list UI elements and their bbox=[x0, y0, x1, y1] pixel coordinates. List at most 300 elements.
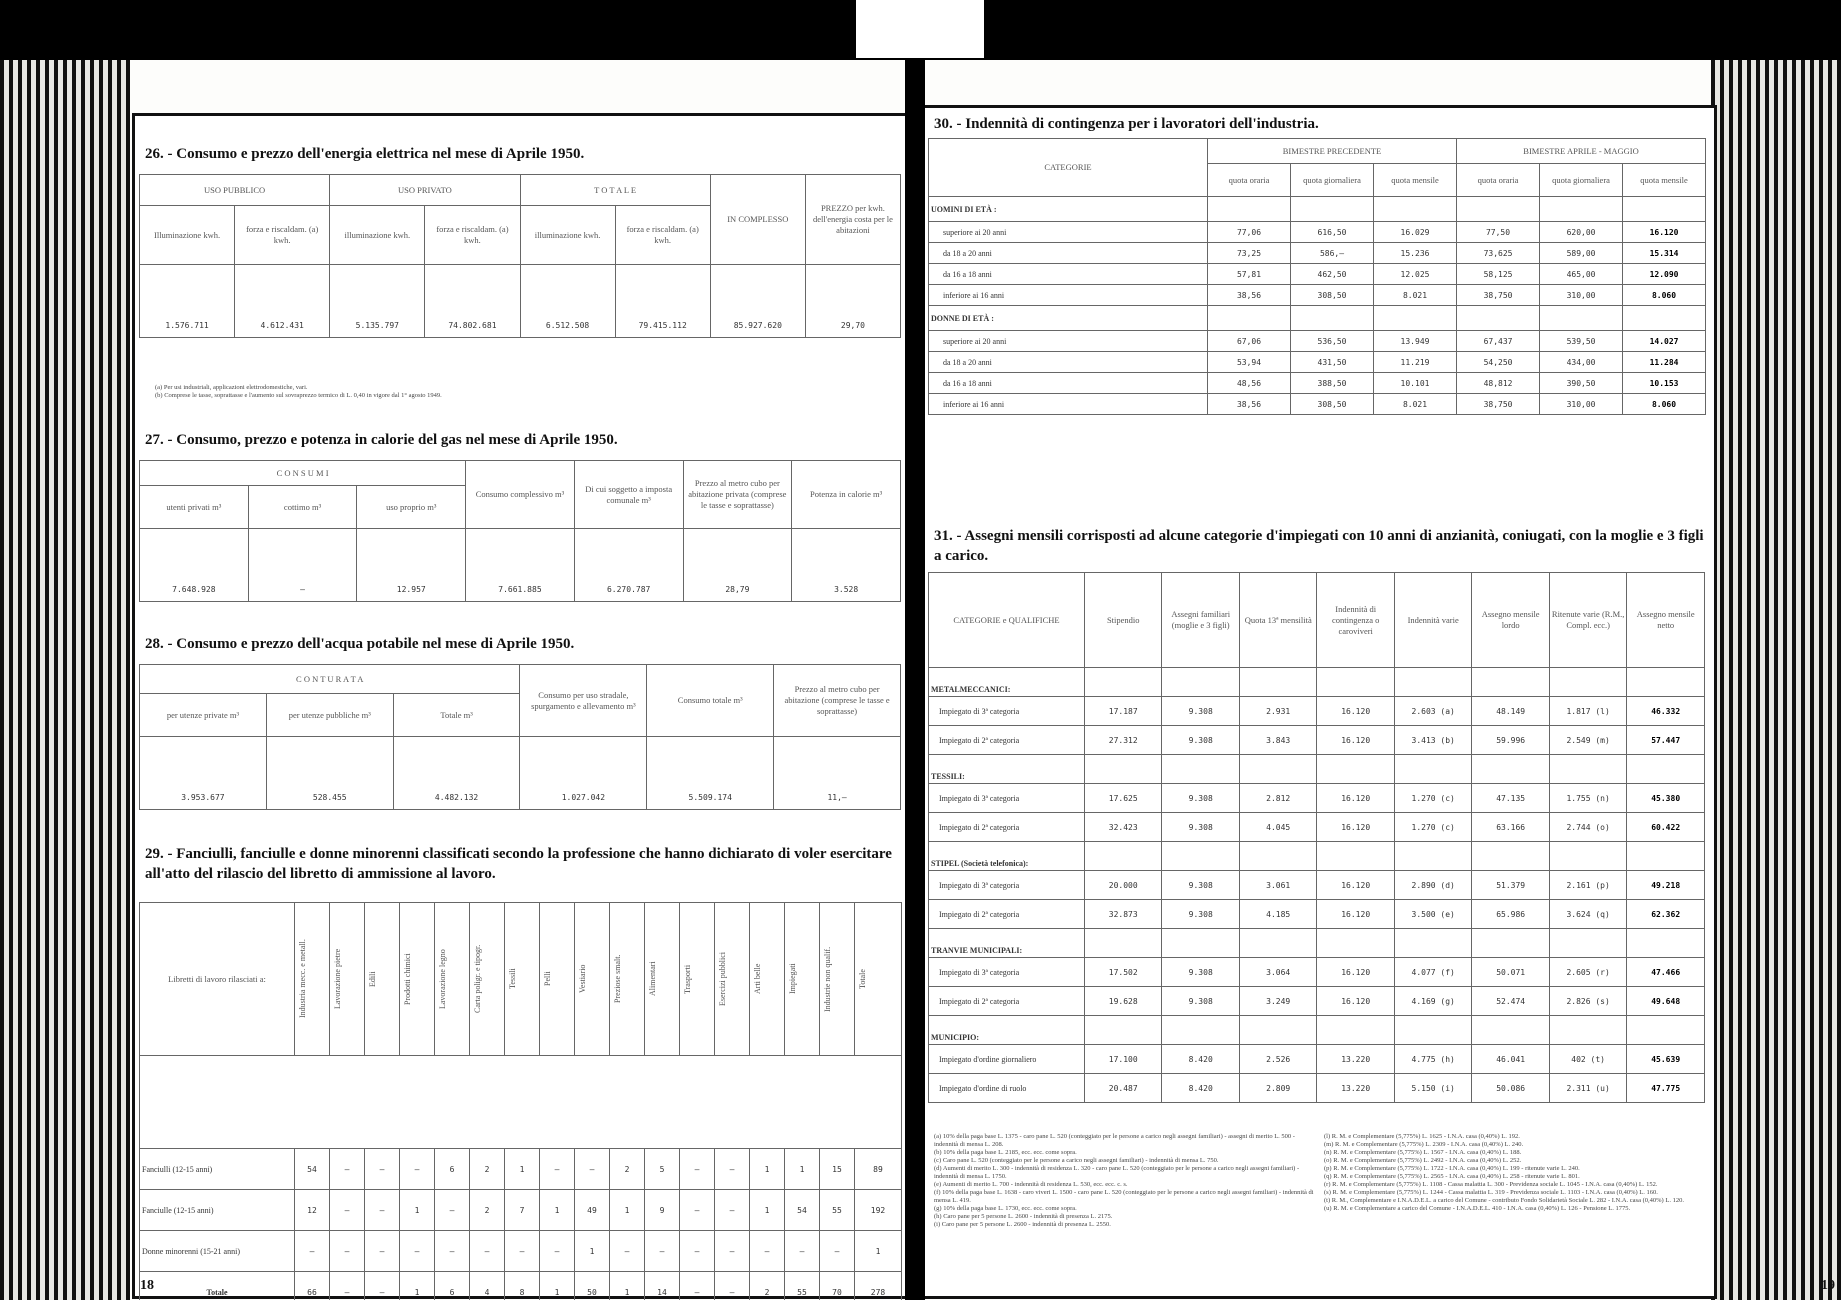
table-29 bbox=[139, 902, 902, 1300]
value-cell: 4.612.431 bbox=[235, 265, 330, 338]
data-cell: 15.314 bbox=[1623, 243, 1706, 264]
note: (a) Per usi industriali, applicazioni elettrodomestiche, vari. bbox=[155, 384, 308, 391]
data-cell: 539,50 bbox=[1540, 331, 1623, 352]
data-cell: 3.413 (b) bbox=[1394, 726, 1471, 755]
value-cell: 11,— bbox=[774, 737, 901, 810]
empty-cell bbox=[1208, 197, 1291, 222]
data-cell: 4 bbox=[470, 1272, 505, 1300]
data-cell: 1 bbox=[505, 1149, 540, 1190]
note: (c) Caro pane L. 520 (conteggiato per le persone a carico negli assegni familiari) - indennità di mensa L. 750. bbox=[934, 1157, 1219, 1164]
value-cell: 3.953.677 bbox=[140, 737, 267, 810]
data-cell: 1.270 (c) bbox=[1394, 813, 1471, 842]
right-page bbox=[925, 60, 1841, 1300]
empty-cell bbox=[1085, 668, 1162, 697]
note: (s) R. M. e Complementare (5,775%) L. 1244 - Cassa malattia L. 319 - Previdenza sociale L. 1103 - I.N.A. casa (0,40%) L. 160. bbox=[1324, 1189, 1658, 1196]
data-cell: — bbox=[785, 1231, 820, 1272]
col-header: Potenza in calorie m³ bbox=[792, 461, 901, 529]
data-cell: 38,56 bbox=[1208, 394, 1291, 415]
data-cell: 45.380 bbox=[1627, 784, 1705, 813]
data-cell: — bbox=[680, 1272, 715, 1300]
empty-cell bbox=[1549, 929, 1626, 958]
table-row bbox=[929, 813, 1705, 842]
value-cell: 6.270.787 bbox=[574, 529, 683, 602]
empty-cell bbox=[1291, 306, 1374, 331]
data-cell: 9.308 bbox=[1162, 900, 1239, 929]
note: (h) Caro pane per 5 persone L. 2600 - indennità di presenza L. 2175. bbox=[934, 1213, 1113, 1220]
table-31-title: 31. - Assegni mensili corrisposti ad alcune categorie d'impiegati con 10 anni di anzianità, coniugati, con la moglie e 3 figli a carico. bbox=[934, 528, 1704, 564]
note: (n) R. M. e Complementare (5,775%) L. 1567 - I.N.A. casa (0,40%) L. 188. bbox=[1324, 1149, 1522, 1156]
header-consumi: C O N S U M I bbox=[140, 461, 466, 486]
data-cell: 47.466 bbox=[1627, 958, 1705, 987]
col-header-label: Vestiario bbox=[578, 964, 587, 994]
empty-cell bbox=[1457, 197, 1540, 222]
data-cell: 1 bbox=[540, 1272, 575, 1300]
data-cell: 54 bbox=[785, 1190, 820, 1231]
data-cell: 49 bbox=[575, 1190, 610, 1231]
table-row bbox=[929, 697, 1705, 726]
col-header-label: Lavorazione pietre bbox=[333, 948, 342, 1010]
table-row bbox=[929, 352, 1706, 373]
empty-cell bbox=[1627, 668, 1705, 697]
col-header: quota oraria bbox=[1208, 164, 1291, 197]
data-cell: 8.420 bbox=[1162, 1074, 1239, 1103]
data-cell: 4.077 (f) bbox=[1394, 958, 1471, 987]
data-cell: 59.996 bbox=[1472, 726, 1549, 755]
data-cell: 17.625 bbox=[1085, 784, 1162, 813]
group-row bbox=[929, 842, 1705, 871]
page-edges bbox=[1711, 60, 1841, 1300]
value-cell: 79.415.112 bbox=[615, 265, 710, 338]
row-label: superiore ai 20 anni bbox=[929, 222, 1208, 243]
data-cell: 4.045 bbox=[1239, 813, 1316, 842]
spacer-cell bbox=[140, 1056, 902, 1149]
col-header-label: Pelli bbox=[543, 971, 552, 987]
data-cell: — bbox=[365, 1190, 400, 1231]
data-cell: 9.308 bbox=[1162, 813, 1239, 842]
data-cell: 62.362 bbox=[1627, 900, 1705, 929]
data-cell: 2 bbox=[470, 1190, 505, 1231]
data-cell: 27.312 bbox=[1085, 726, 1162, 755]
group-row bbox=[929, 668, 1705, 697]
empty-cell bbox=[1623, 306, 1706, 331]
data-cell: 310,00 bbox=[1540, 394, 1623, 415]
data-cell: 9.308 bbox=[1162, 726, 1239, 755]
data-cell: 2 bbox=[610, 1149, 645, 1190]
data-cell: 47.775 bbox=[1627, 1074, 1705, 1103]
data-cell: 57,81 bbox=[1208, 264, 1291, 285]
data-cell: 310,00 bbox=[1540, 285, 1623, 306]
page-number-right: 19 bbox=[1821, 1278, 1835, 1293]
value-cell: 528.455 bbox=[266, 737, 393, 810]
data-cell: 620,00 bbox=[1540, 222, 1623, 243]
table-row bbox=[929, 394, 1706, 415]
data-cell: 65.986 bbox=[1472, 900, 1549, 929]
row-label: Impiegato di 2ª categoria bbox=[929, 726, 1085, 755]
data-cell: 17.100 bbox=[1085, 1045, 1162, 1074]
col-header: Prezzo al metro cubo per abitazione (comprese le tasse e soprattasse) bbox=[774, 665, 901, 737]
col-header: quota giornaliera bbox=[1291, 164, 1374, 197]
row-label: Fanciulli (12-15 anni) bbox=[140, 1149, 295, 1190]
col-header: Totale m³ bbox=[393, 694, 520, 737]
table-row bbox=[929, 784, 1705, 813]
data-cell: 1 bbox=[610, 1272, 645, 1300]
data-cell: 2.931 bbox=[1239, 697, 1316, 726]
top-tab bbox=[856, 0, 984, 58]
data-cell: 53,94 bbox=[1208, 352, 1291, 373]
data-cell: 1 bbox=[785, 1149, 820, 1190]
header-totale: T O T A L E bbox=[520, 175, 710, 206]
header-uso-pubblico: USO PUBBLICO bbox=[140, 175, 330, 206]
data-cell: 49.648 bbox=[1627, 987, 1705, 1016]
empty-cell bbox=[1472, 842, 1549, 871]
col-header bbox=[435, 903, 470, 1056]
data-cell: 48,56 bbox=[1208, 373, 1291, 394]
data-cell: 16.120 bbox=[1317, 726, 1394, 755]
empty-cell bbox=[1394, 668, 1471, 697]
row-label: Impiegato di 2ª categoria bbox=[929, 987, 1085, 1016]
row-label: Impiegato di 3ª categoria bbox=[929, 784, 1085, 813]
col-header-label: Trasporti bbox=[683, 964, 692, 994]
data-cell: — bbox=[330, 1190, 365, 1231]
data-cell: — bbox=[365, 1149, 400, 1190]
data-cell: 3.064 bbox=[1239, 958, 1316, 987]
table-row bbox=[929, 987, 1705, 1016]
table-row bbox=[140, 1190, 902, 1231]
col-header bbox=[785, 903, 820, 1056]
row-label: Impiegato di 3ª categoria bbox=[929, 697, 1085, 726]
data-cell: 16.120 bbox=[1317, 784, 1394, 813]
note: (d) Aumenti di merito L. 300 - indennità di residenza L. 320 - caro pane L. 520 (conteggiato per le persone a carico negli assegni familiari) - indennità di mensa L. 1750. bbox=[934, 1165, 1300, 1180]
data-cell: 20.487 bbox=[1085, 1074, 1162, 1103]
row-label: Impiegato d'ordine giornaliero bbox=[929, 1045, 1085, 1074]
data-cell: 1 bbox=[750, 1190, 785, 1231]
data-cell: 8 bbox=[505, 1272, 540, 1300]
empty-cell bbox=[1162, 668, 1239, 697]
note: (g) 10% della paga base L. 1730, ecc. ecc. come sopra. bbox=[934, 1205, 1077, 1212]
value-cell: 3.528 bbox=[792, 529, 901, 602]
empty-cell bbox=[1627, 755, 1705, 784]
empty-cell bbox=[1623, 197, 1706, 222]
data-cell: 15 bbox=[820, 1149, 855, 1190]
data-cell: 2.311 (u) bbox=[1549, 1074, 1626, 1103]
data-cell: 50.071 bbox=[1472, 958, 1549, 987]
col-header-label: Preziose smalt. bbox=[613, 954, 622, 1004]
data-cell: 16.120 bbox=[1623, 222, 1706, 243]
data-cell: 536,50 bbox=[1291, 331, 1374, 352]
data-cell: 89 bbox=[855, 1149, 902, 1190]
note: (o) R. M. e Complementare (5,775%) L. 2492 - I.N.A. casa (0,40%) L. 252. bbox=[1324, 1157, 1522, 1164]
data-cell: 8.060 bbox=[1623, 394, 1706, 415]
col-header bbox=[750, 903, 785, 1056]
data-cell: — bbox=[365, 1231, 400, 1272]
page-edges bbox=[0, 60, 130, 1300]
col-header-label: Industrie non qualif. bbox=[823, 946, 832, 1012]
table-31-notes-left bbox=[934, 1133, 1319, 1229]
col-header: illuminazione kwh. bbox=[330, 206, 425, 265]
group-row bbox=[929, 306, 1706, 331]
data-cell: — bbox=[330, 1272, 365, 1300]
data-cell: 58,125 bbox=[1457, 264, 1540, 285]
col-header bbox=[400, 903, 435, 1056]
col-header: Assegno mensile lordo bbox=[1472, 573, 1549, 668]
data-cell: 11.284 bbox=[1623, 352, 1706, 373]
data-cell: 45.639 bbox=[1627, 1045, 1705, 1074]
data-cell: 57.447 bbox=[1627, 726, 1705, 755]
col-header-label: Edili bbox=[368, 971, 377, 987]
data-cell: 6 bbox=[435, 1149, 470, 1190]
data-cell: 3.249 bbox=[1239, 987, 1316, 1016]
col-header: cottimo m³ bbox=[248, 486, 357, 529]
data-cell: 16.120 bbox=[1317, 958, 1394, 987]
group-row bbox=[929, 929, 1705, 958]
table-row bbox=[929, 331, 1706, 352]
data-cell: 38,750 bbox=[1457, 285, 1540, 306]
col-header: Quota 13ª mensilità bbox=[1239, 573, 1316, 668]
note: (f) 10% della paga base L. 1638 - caro viveri L. 1500 - caro pane L. 520 (conteggiato per le persone a carico negli assegni familiari) - indennità di mensa L. 419. bbox=[934, 1189, 1314, 1204]
data-cell: 7 bbox=[505, 1190, 540, 1231]
data-cell: 9.308 bbox=[1162, 697, 1239, 726]
header-categorie: CATEGORIE bbox=[929, 139, 1208, 197]
data-cell: 1 bbox=[400, 1190, 435, 1231]
data-cell: — bbox=[680, 1149, 715, 1190]
note: (m) R. M. e Complementare (5,775%) L. 2309 - I.N.A. casa (0,40%) L. 240. bbox=[1324, 1141, 1524, 1148]
data-cell: 12.090 bbox=[1623, 264, 1706, 285]
col-header bbox=[645, 903, 680, 1056]
empty-cell bbox=[1374, 197, 1457, 222]
col-header: Assegni familiari (moglie e 3 figli) bbox=[1162, 573, 1239, 668]
data-cell: 63.166 bbox=[1472, 813, 1549, 842]
col-header-label: Prodotti chimici bbox=[403, 953, 412, 1005]
header-prezzo: PREZZO per kwh. dell'energia costa per le abitazioni bbox=[805, 175, 900, 265]
data-cell: 388,50 bbox=[1291, 373, 1374, 394]
col-header: per utenze pubbliche m³ bbox=[266, 694, 393, 737]
note: (r) R. M. e Complementare (5,775%) L. 1108 - Cassa malattia L. 300 - Previdenza sociale L. 1045 - I.N.A. casa (0,40%) L. 152. bbox=[1324, 1181, 1658, 1188]
value-cell: 7.648.928 bbox=[140, 529, 249, 602]
data-cell: 38,56 bbox=[1208, 285, 1291, 306]
data-cell: 2 bbox=[470, 1149, 505, 1190]
col-header bbox=[680, 903, 715, 1056]
data-cell: 1 bbox=[540, 1190, 575, 1231]
data-cell: 17.502 bbox=[1085, 958, 1162, 987]
data-cell: 16.120 bbox=[1317, 871, 1394, 900]
data-cell: 8.060 bbox=[1623, 285, 1706, 306]
value-cell: — bbox=[248, 529, 357, 602]
data-cell: 1.817 (l) bbox=[1549, 697, 1626, 726]
row-header: Libretti di lavoro rilasciati a: bbox=[140, 903, 295, 1056]
table-row bbox=[929, 264, 1706, 285]
empty-cell bbox=[1540, 306, 1623, 331]
data-cell: 4.169 (g) bbox=[1394, 987, 1471, 1016]
empty-cell bbox=[1291, 197, 1374, 222]
table-row bbox=[929, 243, 1706, 264]
empty-cell bbox=[1549, 755, 1626, 784]
data-cell: 1 bbox=[610, 1190, 645, 1231]
col-header: quota giornaliera bbox=[1540, 164, 1623, 197]
row-label: inferiore ai 16 anni bbox=[929, 394, 1208, 415]
data-cell: 54,250 bbox=[1457, 352, 1540, 373]
row-label: da 18 a 20 anni bbox=[929, 243, 1208, 264]
data-cell: 6 bbox=[435, 1272, 470, 1300]
empty-cell bbox=[1085, 929, 1162, 958]
data-cell: 9.308 bbox=[1162, 871, 1239, 900]
data-cell: 402 (t) bbox=[1549, 1045, 1626, 1074]
col-header: Illuminazione kwh. bbox=[140, 206, 235, 265]
col-header: quota mensile bbox=[1623, 164, 1706, 197]
data-cell: — bbox=[540, 1231, 575, 1272]
data-cell: — bbox=[610, 1231, 645, 1272]
group-label: UOMINI DI ETÀ : bbox=[929, 197, 1208, 222]
col-header-label: Arti belle bbox=[753, 963, 762, 995]
row-label: Fanciulle (12-15 anni) bbox=[140, 1190, 295, 1231]
data-cell: — bbox=[715, 1190, 750, 1231]
data-cell: 70 bbox=[820, 1272, 855, 1300]
data-cell: 49.218 bbox=[1627, 871, 1705, 900]
col-header: forza e riscaldam. (a) kwh. bbox=[235, 206, 330, 265]
table-row bbox=[929, 958, 1705, 987]
empty-cell bbox=[1627, 842, 1705, 871]
data-cell: 9.308 bbox=[1162, 784, 1239, 813]
empty-cell bbox=[1394, 1016, 1471, 1045]
header-period: BIMESTRE APRILE - MAGGIO bbox=[1457, 139, 1706, 164]
value-cell: 6.512.508 bbox=[520, 265, 615, 338]
empty-cell bbox=[1540, 197, 1623, 222]
data-cell: 16.120 bbox=[1317, 697, 1394, 726]
empty-cell bbox=[1239, 755, 1316, 784]
data-cell: 50.086 bbox=[1472, 1074, 1549, 1103]
col-header: quota oraria bbox=[1457, 164, 1540, 197]
data-cell: 308,50 bbox=[1291, 285, 1374, 306]
data-cell: — bbox=[820, 1231, 855, 1272]
data-cell: 47.135 bbox=[1472, 784, 1549, 813]
data-cell: 2.826 (s) bbox=[1549, 987, 1626, 1016]
data-cell: 60.422 bbox=[1627, 813, 1705, 842]
data-cell: 19.628 bbox=[1085, 987, 1162, 1016]
col-header: Prezzo al metro cubo per abitazione privata (comprese le tasse e soprattasse) bbox=[683, 461, 792, 529]
left-page bbox=[0, 60, 905, 1300]
empty-cell bbox=[1549, 842, 1626, 871]
col-header-label: Totale bbox=[858, 969, 867, 989]
data-cell: 3.500 (e) bbox=[1394, 900, 1471, 929]
value-cell: 5.509.174 bbox=[647, 737, 774, 810]
col-header: Consumo totale m³ bbox=[647, 665, 774, 737]
col-header bbox=[575, 903, 610, 1056]
note: (e) Aumenti di merito L. 700 - indennità di residenza L. 530, ecc. ecc. c. s. bbox=[934, 1181, 1128, 1188]
empty-cell bbox=[1457, 306, 1540, 331]
data-cell: — bbox=[680, 1231, 715, 1272]
table-27-title: 27. - Consumo, prezzo e potenza in calorie del gas nel mese di Aprile 1950. bbox=[145, 432, 618, 448]
empty-cell bbox=[1317, 755, 1394, 784]
col-header bbox=[330, 903, 365, 1056]
empty-cell bbox=[1085, 755, 1162, 784]
table-row bbox=[929, 373, 1706, 394]
col-header-label: Tessili bbox=[508, 968, 517, 990]
data-cell: 67,437 bbox=[1457, 331, 1540, 352]
header-conturata: C O N T U R A T A bbox=[140, 665, 520, 694]
col-header bbox=[540, 903, 575, 1056]
value-cell: 85.927.620 bbox=[710, 265, 805, 338]
header-uso-privato: USO PRIVATO bbox=[330, 175, 520, 206]
data-cell: — bbox=[750, 1231, 785, 1272]
note: (a) 10% della paga base L. 1375 - caro pane L. 520 (conteggiato per le persone a carico negli assegni familiari) - assegni di merito L. 500 - indennità di mensa L. 208. bbox=[934, 1133, 1295, 1148]
data-cell: 10.153 bbox=[1623, 373, 1706, 394]
empty-cell bbox=[1549, 668, 1626, 697]
data-cell: 2.809 bbox=[1239, 1074, 1316, 1103]
col-header bbox=[505, 903, 540, 1056]
col-header: Indennità di contingenza o caroviveri bbox=[1317, 573, 1394, 668]
col-header bbox=[365, 903, 400, 1056]
data-cell: 12.025 bbox=[1374, 264, 1457, 285]
table-row bbox=[140, 1149, 902, 1190]
empty-cell bbox=[1394, 842, 1471, 871]
data-cell: 55 bbox=[785, 1272, 820, 1300]
data-cell: 2 bbox=[750, 1272, 785, 1300]
col-header: Ritenute varie (R.M., Compl. ecc.) bbox=[1549, 573, 1626, 668]
value-cell: 74.802.681 bbox=[425, 265, 520, 338]
total-row bbox=[140, 1272, 902, 1300]
data-cell: 32.423 bbox=[1085, 813, 1162, 842]
table-26 bbox=[139, 174, 901, 338]
row-label: Impiegato d'ordine di ruolo bbox=[929, 1074, 1085, 1103]
empty-cell bbox=[1394, 755, 1471, 784]
row-label: Donne minorenni (15-21 anni) bbox=[140, 1231, 295, 1272]
data-cell: 465,00 bbox=[1540, 264, 1623, 285]
empty-cell bbox=[1317, 668, 1394, 697]
data-cell: 2.744 (o) bbox=[1549, 813, 1626, 842]
col-header-label: Lavorazione legno bbox=[438, 949, 447, 1009]
col-header: Consumo per uso stradale, spurgamento e allevamento m³ bbox=[520, 665, 647, 737]
data-cell: 73,625 bbox=[1457, 243, 1540, 264]
note: (q) R. M. e Complementare (5,775%) L. 2565 - I.N.A. casa (0,40%) L. 258 - ritenute varie L. 801. bbox=[1324, 1173, 1580, 1180]
empty-cell bbox=[1239, 668, 1316, 697]
data-cell: — bbox=[400, 1149, 435, 1190]
note: (u) R. M. e Complementare a carico del Comune - I.N.A.D.E.L. 410 - I.N.A. casa (0,40%) L. 126 - Pensione L. 1775. bbox=[1324, 1205, 1631, 1212]
data-cell: 192 bbox=[855, 1190, 902, 1231]
note: (b) 10% della paga base L. 2185, ecc. ecc. come sopra. bbox=[934, 1149, 1077, 1156]
group-row bbox=[929, 755, 1705, 784]
table-29-title: 29. - Fanciulli, fanciulle e donne minorenni classificati secondo la professione che hanno dichiarato di voler esercitare all'atto del rilascio del libretto di ammissione al lavoro. bbox=[145, 846, 892, 882]
data-cell: 278 bbox=[855, 1272, 902, 1300]
row-label: superiore ai 20 anni bbox=[929, 331, 1208, 352]
note: (p) R. M. e Complementare (5,775%) L. 1722 - I.N.A. casa (0,40%) L. 199 - ritenute varie L. 240. bbox=[1324, 1165, 1580, 1172]
data-cell: 13.949 bbox=[1374, 331, 1457, 352]
data-cell: 77,50 bbox=[1457, 222, 1540, 243]
data-cell: — bbox=[330, 1149, 365, 1190]
data-cell: 77,06 bbox=[1208, 222, 1291, 243]
empty-cell bbox=[1374, 306, 1457, 331]
col-header: per utenze private m³ bbox=[140, 694, 267, 737]
data-cell: 17.187 bbox=[1085, 697, 1162, 726]
empty-cell bbox=[1627, 1016, 1705, 1045]
data-cell: 1.270 (c) bbox=[1394, 784, 1471, 813]
empty-cell bbox=[1085, 842, 1162, 871]
data-cell: — bbox=[645, 1231, 680, 1272]
empty-cell bbox=[1394, 929, 1471, 958]
data-cell: 2.605 (r) bbox=[1549, 958, 1626, 987]
empty-cell bbox=[1239, 1016, 1316, 1045]
value-cell: 28,79 bbox=[683, 529, 792, 602]
table-row bbox=[140, 1231, 902, 1272]
data-cell: 2.526 bbox=[1239, 1045, 1316, 1074]
table-30-title: 30. - Indennità di contingenza per i lavoratori dell'industria. bbox=[934, 116, 1319, 132]
data-cell: 5 bbox=[645, 1149, 680, 1190]
data-cell: 9.308 bbox=[1162, 958, 1239, 987]
col-header-label: Carta poligr. e tipogr. bbox=[473, 944, 482, 1014]
empty-cell bbox=[1208, 306, 1291, 331]
col-header-label: Industria mecc. e metall. bbox=[298, 939, 307, 1019]
page-number-left: 18 bbox=[140, 1278, 154, 1293]
row-label: inferiore ai 16 anni bbox=[929, 285, 1208, 306]
value-cell: 7.661.885 bbox=[466, 529, 575, 602]
